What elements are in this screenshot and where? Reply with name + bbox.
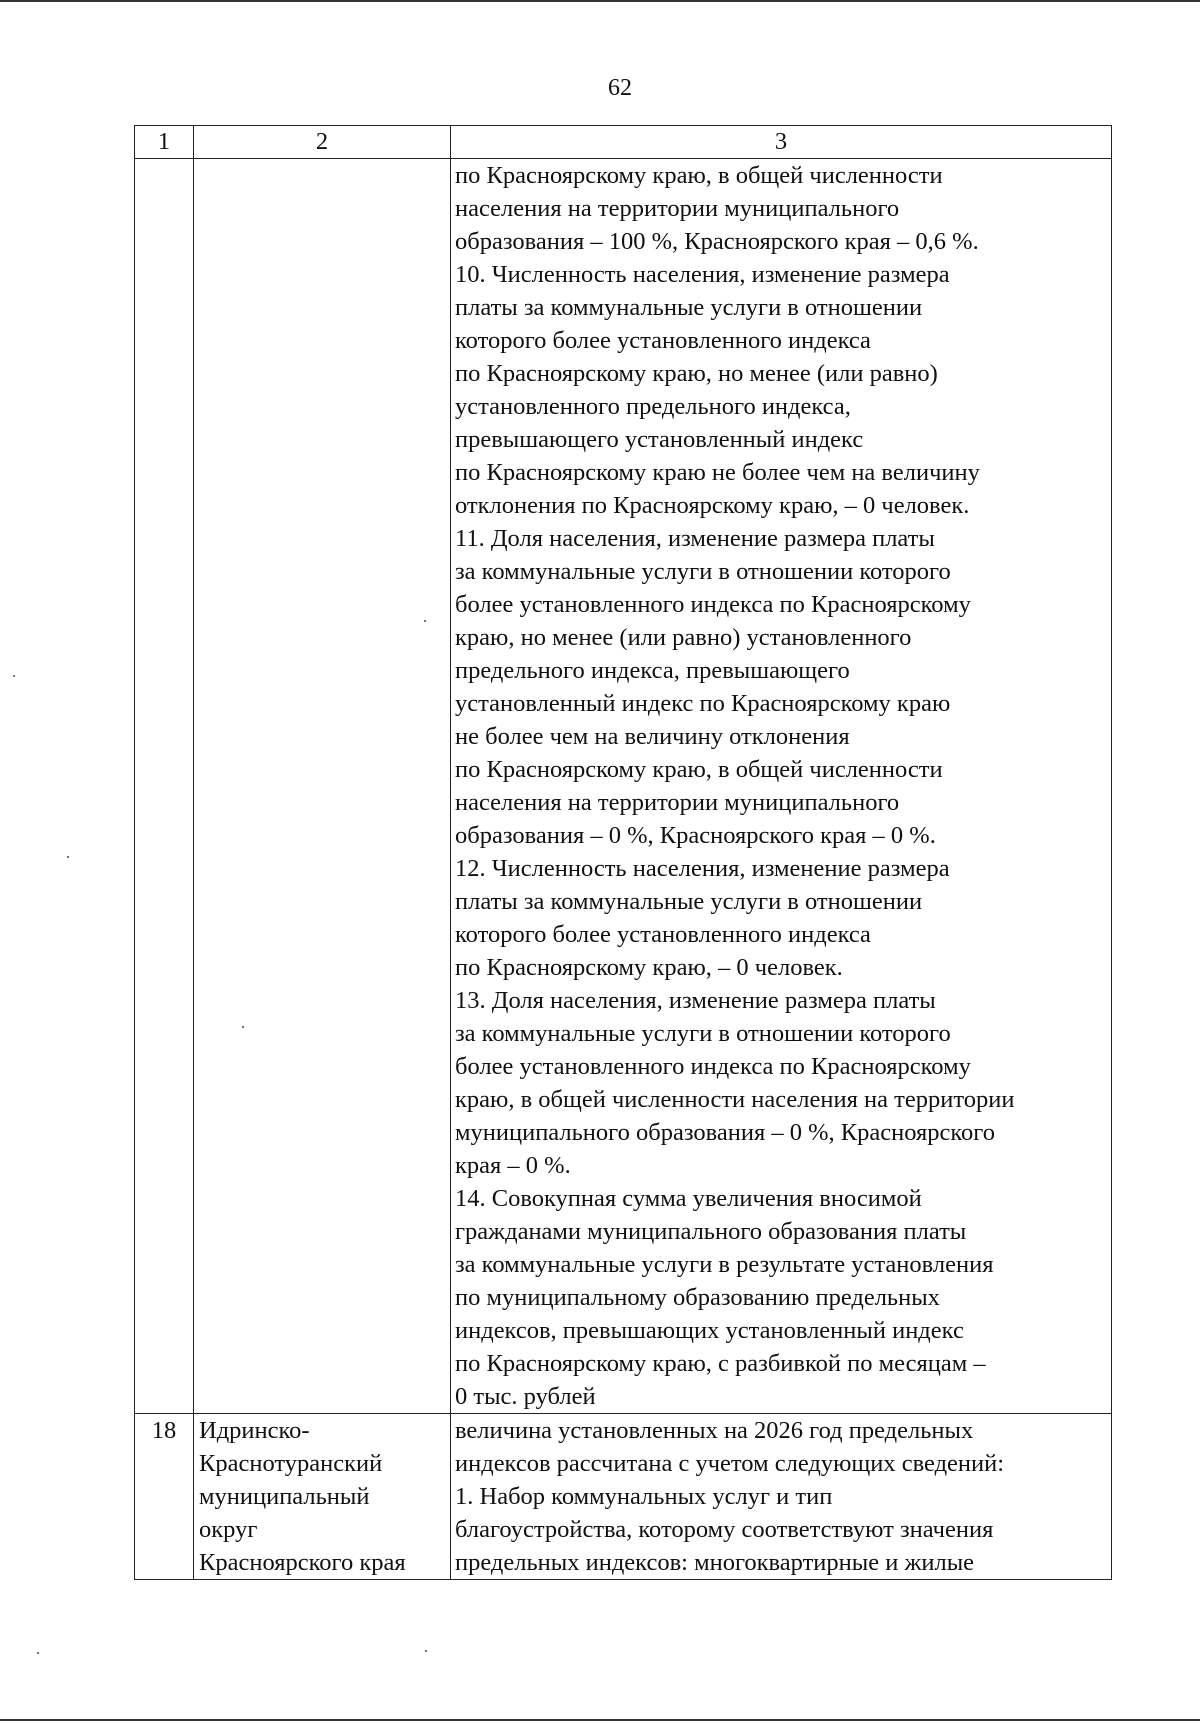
text-line: платы за коммунальные услуги в отношении	[455, 294, 923, 321]
text-line: 13. Доля населения, изменение размера платы	[455, 987, 936, 1014]
text-line: предельных индексов: многоквартирные и жилые	[455, 1549, 975, 1576]
scan-speck	[37, 1652, 39, 1654]
text-line: краю, но менее (или равно) установленного	[455, 624, 912, 651]
scan-speck	[13, 675, 15, 677]
table-body	[135, 126, 1112, 1580]
municipality-name-cell	[194, 159, 451, 1414]
text-line: муниципальный	[199, 1483, 370, 1510]
text-line: индексов, превышающих установленный индекс	[455, 1317, 964, 1344]
text-line: края – 0 %.	[455, 1152, 571, 1179]
scan-speck	[67, 856, 69, 858]
text-line: отклонения по Красноярскому краю, – 0 человек.	[455, 492, 970, 519]
text-line: 10. Численность населения, изменение размера	[455, 261, 950, 288]
column-header-3: 3	[451, 126, 1112, 159]
text-line: муниципального образования – 0 %, Красноярского	[455, 1119, 995, 1146]
text-line: населения на территории муниципального	[455, 195, 900, 222]
page-number: 62	[608, 75, 632, 101]
municipality-name-cell	[194, 1414, 451, 1580]
row-number-cell	[135, 1414, 194, 1580]
scan-speck	[242, 1026, 244, 1028]
text-line: предельного индекса, превышающего	[455, 657, 850, 684]
text-line: 0 тыс. рублей	[455, 1383, 596, 1410]
row-number-cell	[135, 159, 194, 1414]
scan-edge-bottom	[0, 1719, 1200, 1721]
text-line: образования – 0 %, Красноярского края – 0 %.	[455, 822, 936, 849]
text-line: которого более установленного индекса	[455, 921, 871, 948]
text-line: более установленного индекса по Красноярскому	[455, 591, 971, 618]
text-line: 14. Совокупная сумма увеличения вносимой	[455, 1185, 922, 1212]
text-line: населения на территории муниципального	[455, 789, 900, 816]
description-cell	[451, 159, 1112, 1414]
text-line: более установленного индекса по Красноярскому	[455, 1053, 971, 1080]
text-line: округ	[199, 1516, 258, 1543]
text-line: не более чем на величину отклонения	[455, 723, 850, 750]
description-cell	[451, 1414, 1112, 1580]
text-line: по Красноярскому краю, в общей численности	[455, 162, 943, 189]
text-line: платы за коммунальные услуги в отношении	[455, 888, 923, 915]
text-line: 11. Доля населения, изменение размера платы	[455, 525, 935, 552]
column-header-1: 1	[135, 126, 194, 159]
text-line: которого более установленного индекса	[455, 327, 871, 354]
text-line: Краснотуранский	[199, 1450, 383, 1477]
text-line: величина установленных на 2026 год предельных	[455, 1417, 974, 1444]
column-header-2: 2	[194, 126, 451, 159]
text-line: гражданами муниципального образования платы	[455, 1218, 967, 1245]
text-line: превышающего установленный индекс	[455, 426, 864, 453]
text-line: 12. Численность населения, изменение размера	[455, 855, 950, 882]
text-line: по Красноярскому краю, в общей численности	[455, 756, 943, 783]
text-line: по Красноярскому краю, но менее (или равно)	[455, 360, 938, 387]
text-line: установленный индекс по Красноярскому краю	[455, 690, 951, 717]
row-number: 18	[151, 1417, 177, 1444]
text-line: за коммунальные услуги в результате установления	[455, 1251, 994, 1278]
scan-speck	[425, 1650, 427, 1652]
text-line: по Красноярскому краю, с разбивкой по месяцам –	[455, 1350, 986, 1377]
scan-edge-top	[0, 0, 1200, 2]
text-line: 1. Набор коммунальных услуг и тип	[455, 1483, 833, 1510]
text-line: за коммунальные услуги в отношении которого	[455, 558, 951, 585]
text-line: по муниципальному образованию предельных	[455, 1284, 940, 1311]
text-line: за коммунальные услуги в отношении которого	[455, 1020, 951, 1047]
text-line: по Красноярскому краю, – 0 человек.	[455, 954, 843, 981]
text-line: образования – 100 %, Красноярского края – 0,6 %.	[455, 228, 979, 255]
text-line: по Красноярскому краю не более чем на величину	[455, 459, 980, 486]
scan-speck	[424, 620, 426, 622]
table-row	[135, 1414, 1112, 1580]
text-line: индексов рассчитана с учетом следующих сведений:	[455, 1450, 1005, 1477]
table-row	[135, 159, 1112, 1414]
text-line: установленного предельного индекса,	[455, 393, 851, 420]
text-line: Идринско-	[199, 1417, 310, 1444]
text-line: Красноярского края	[199, 1549, 406, 1576]
table-header-row	[135, 126, 1112, 159]
text-line: благоустройства, которому соответствуют значения	[455, 1516, 994, 1543]
document-table	[134, 125, 1112, 1580]
text-line: краю, в общей численности населения на территории	[455, 1086, 1015, 1113]
